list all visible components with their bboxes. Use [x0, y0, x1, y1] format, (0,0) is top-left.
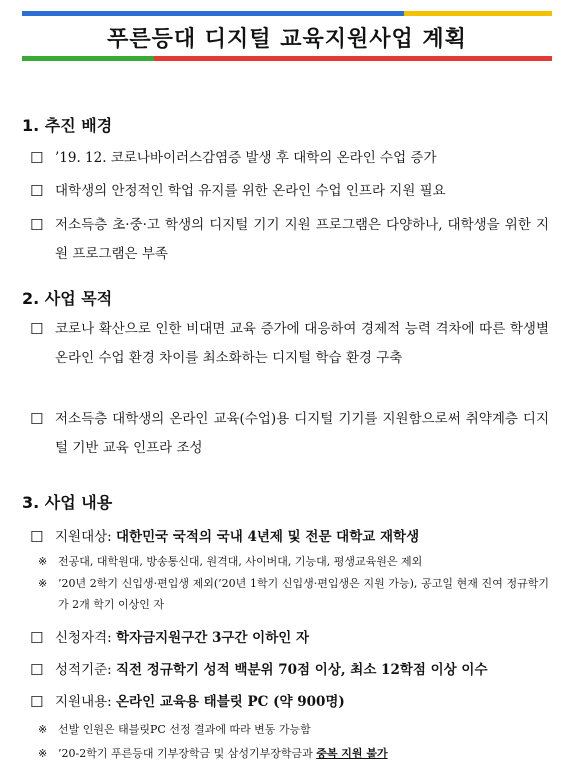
list-item: ☐ 저소득층 대학생의 온라인 교육(수업)용 디지털 기기를 지원함으로써 취약계층 디지털 기반 교육 인프라 조성: [30, 405, 549, 463]
list-item-target: ☐ 지원대상: 대한민국 국적의 국내 4년제 및 전문 대학교 재학생: [30, 523, 549, 552]
list-item-qualification: ☐ 신청자격: 학자금지원구간 3구간 이하인 자: [30, 624, 549, 653]
checkbox-icon: ☐: [30, 528, 44, 546]
section-heading-content: 3. 사업 내용: [22, 493, 113, 512]
duplicate-support-warning: 중복 지원 불가: [316, 747, 388, 760]
note-item: ※ 선발 인원은 태블릿PC 선정 결과에 따라 변동 가능함: [38, 719, 549, 740]
section-heading-purpose: 2. 사업 목적: [22, 289, 113, 308]
checkbox-icon: ☐: [30, 661, 44, 679]
note-item: ※ ’20년 2학기 신입생·편입생 제외(’20년 1학기 신입생·편입생은 지원 가능), 공고일 현재 진여 정규학기가 2개 학기 이상인 자: [38, 573, 549, 615]
reference-mark-icon: ※: [38, 723, 48, 736]
list-item-criteria: ☐ 성적기준: 직전 정규학기 성적 백분위 70점 이상, 최소 12학점 이상 이수: [30, 656, 549, 685]
reference-mark-icon: ※: [38, 555, 48, 568]
reference-mark-icon: ※: [38, 747, 48, 760]
list-item: ☐ ’19. 12. 코로나바이러스감염증 발생 후 대학의 온라인 수업 증가: [30, 144, 549, 173]
bottom-color-bar: [22, 56, 552, 61]
checkbox-icon: ☐: [30, 693, 44, 711]
reference-mark-icon: ※: [38, 577, 48, 590]
list-item: ☐ 코로나 확산으로 인한 비대면 교육 증가에 대응하여 경제적 능력 격차에 따른 학생별 온라인 수업 환경 차이를 최소화하는 디지털 학습 환경 구축: [30, 315, 549, 373]
top-color-bar: [22, 11, 552, 16]
list-item-support-content: ☐ 지원내용: 온라인 교육용 태블릿 PC (약 900명): [30, 688, 549, 717]
checkbox-icon: ☐: [30, 629, 44, 647]
checkbox-icon: ☐: [30, 216, 44, 234]
checkbox-icon: ☐: [30, 320, 44, 338]
checkbox-icon: ☐: [30, 182, 44, 200]
title-banner: [22, 11, 552, 61]
page-title: 푸른등대 디지털 교육지원사업 계획: [107, 27, 467, 52]
list-item: ☐ 대학생의 안정적인 학업 유지를 위한 온라인 수업 인프라 지원 필요: [30, 177, 549, 206]
note-item: ※ ’20-2학기 푸른등대 기부장학금 및 삼성기부장학금과 중복 지원 불가: [38, 743, 549, 764]
checkbox-icon: ☐: [30, 410, 44, 428]
section-heading-background: 1. 추진 배경: [22, 116, 113, 135]
checkbox-icon: ☐: [30, 149, 44, 167]
list-item: ☐ 저소득층 초·중·고 학생의 디지털 기기 지원 프로그램은 다양하나, 대학생을 위한 지원 프로그램은 부족: [30, 211, 549, 269]
note-item: ※ 전공대, 대학원대, 방송통신대, 원격대, 사이버대, 기능대, 평생교육원은 제외: [38, 551, 549, 572]
